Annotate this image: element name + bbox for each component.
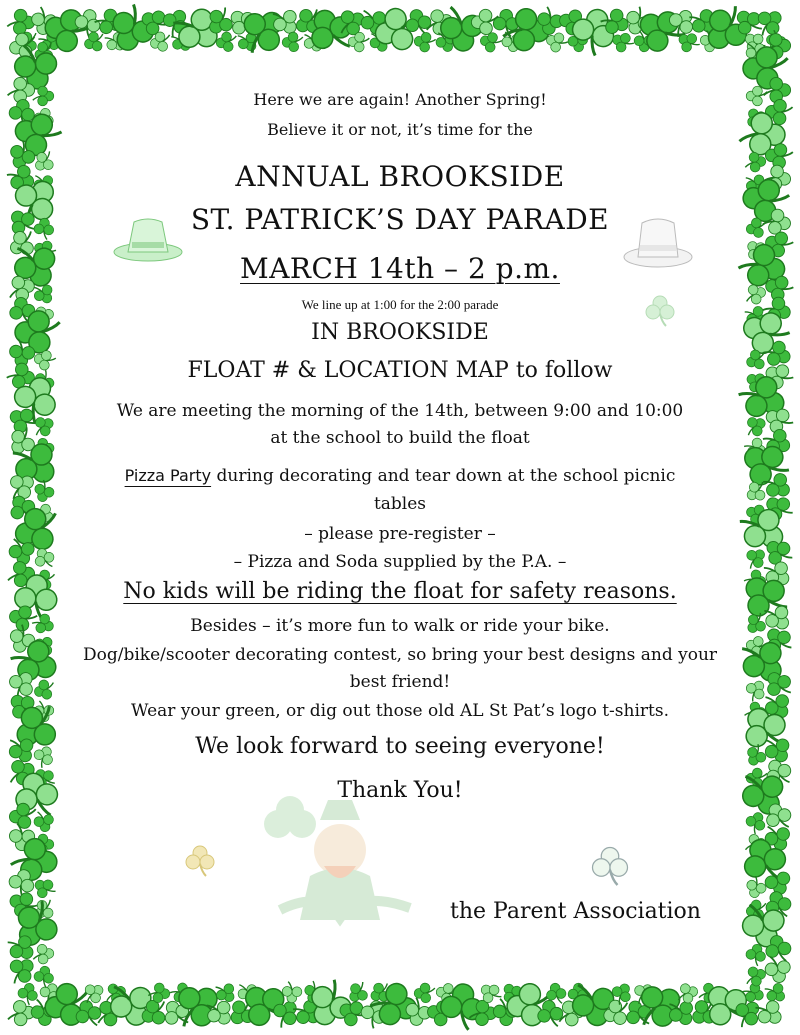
pizza-line-1 [80, 466, 720, 486]
besides-text: Besides – it’s more fun to walk or ride your bike. [190, 616, 610, 636]
contest-line-1: Dog/bike/scooter decorating contest, so bring your best designs and your [82, 645, 718, 665]
no-kids-wrap [80, 579, 720, 604]
meeting-line-1: We are meeting the morning of the 14th, between 9:00 and 10:00 [116, 401, 684, 421]
supplied-text: – Pizza and Soda supplied by the P.A. – [233, 552, 567, 572]
wear-green-text: Wear your green, or dig out those old AL St Pat’s logo t-shirts. [131, 701, 669, 721]
thank-you-text: Thank You! [337, 778, 463, 803]
lineup-text: We line up at 1:00 for the 2:00 parade [301, 297, 499, 312]
title-line-1: ANNUAL BROOKSIDE [235, 160, 565, 193]
pizza-line-2: tables [373, 494, 427, 514]
intro-line-1: Here we are again! Another Spring! [253, 90, 547, 109]
look-forward-text: We look forward to seeing everyone! [195, 734, 605, 759]
date-line: MARCH 14th – 2 p.m. [240, 252, 560, 285]
intro-line-2: Believe it or not, it’s time for the [267, 120, 533, 139]
location-text: IN BROOKSIDE [311, 320, 489, 345]
float-map-text: FLOAT # & LOCATION MAP to follow [187, 358, 613, 383]
pizza-line-rest: during decorating and tear down at the school picnic [211, 466, 676, 486]
title-line-2: ST. PATRICK’S DAY PARADE [190, 203, 610, 236]
pizza-party-label: Pizza Party [124, 466, 212, 485]
no-kids-text: No kids will be riding the float for safety reasons. [123, 579, 677, 604]
signature-text: the Parent Association [450, 899, 701, 924]
preregister-text: – please pre-register – [304, 524, 496, 544]
date-line-wrap [80, 252, 720, 285]
contest-line-2: best friend! [349, 672, 451, 692]
meeting-line-2: at the school to build the float [270, 428, 530, 448]
